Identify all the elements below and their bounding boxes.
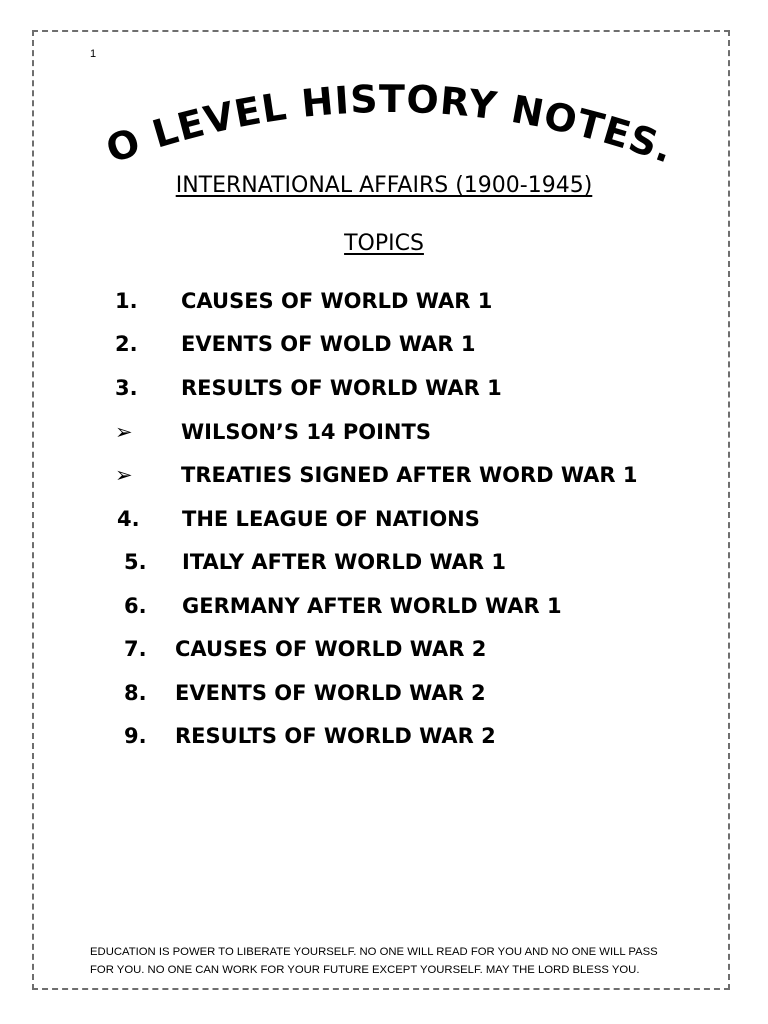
footer-line-1: EDUCATION IS POWER TO LIBERATE YOURSELF. NO ONE WILL READ FOR YOU AND NO ONE WILL PASS xyxy=(90,946,658,958)
topic-text: TREATIES SIGNED AFTER WORD WAR 1 xyxy=(181,463,638,487)
page-title-path: O LEVEL HISTORY NOTES. xyxy=(100,76,680,172)
topic-text: RESULTS OF WORLD WAR 1 xyxy=(181,376,502,400)
topic-number: 6. xyxy=(124,594,147,618)
topic-text: EVENTS OF WORLD WAR 2 xyxy=(175,681,486,705)
arrow-bullet-icon: ➢ xyxy=(115,463,133,487)
section-subtitle: INTERNATIONAL AFFAIRS (1900-1945) xyxy=(175,173,593,198)
topic-text: CAUSES OF WORLD WAR 1 xyxy=(181,289,493,313)
topic-text: EVENTS OF WOLD WAR 1 xyxy=(181,332,476,356)
topic-text: CAUSES OF WORLD WAR 2 xyxy=(175,637,487,661)
topic-number: 9. xyxy=(124,724,147,748)
footer-line-2: FOR YOU. NO ONE CAN WORK FOR YOUR FUTURE EXCEPT YOURSELF. MAY THE LORD BLESS YOU. xyxy=(90,964,640,976)
topic-number: 5. xyxy=(124,550,147,574)
topic-number: 2. xyxy=(115,332,138,356)
topic-number: 7. xyxy=(124,637,147,661)
arrow-bullet-icon: ➢ xyxy=(115,420,133,444)
footer-motto xyxy=(90,943,690,979)
topic-number: 8. xyxy=(124,681,147,705)
topics-heading: TOPICS xyxy=(344,231,424,256)
topic-text: WILSON’S 14 POINTS xyxy=(181,420,431,444)
topic-text: ITALY AFTER WORLD WAR 1 xyxy=(182,550,507,574)
topic-number: 3. xyxy=(115,376,138,400)
topic-text: RESULTS OF WORLD WAR 2 xyxy=(175,724,496,748)
topic-text: THE LEAGUE OF NATIONS xyxy=(182,507,480,531)
topic-number: 4. xyxy=(117,507,140,531)
page-number: 1 xyxy=(90,48,97,60)
topic-text: GERMANY AFTER WORLD WAR 1 xyxy=(182,594,562,618)
topic-number: 1. xyxy=(115,289,138,313)
